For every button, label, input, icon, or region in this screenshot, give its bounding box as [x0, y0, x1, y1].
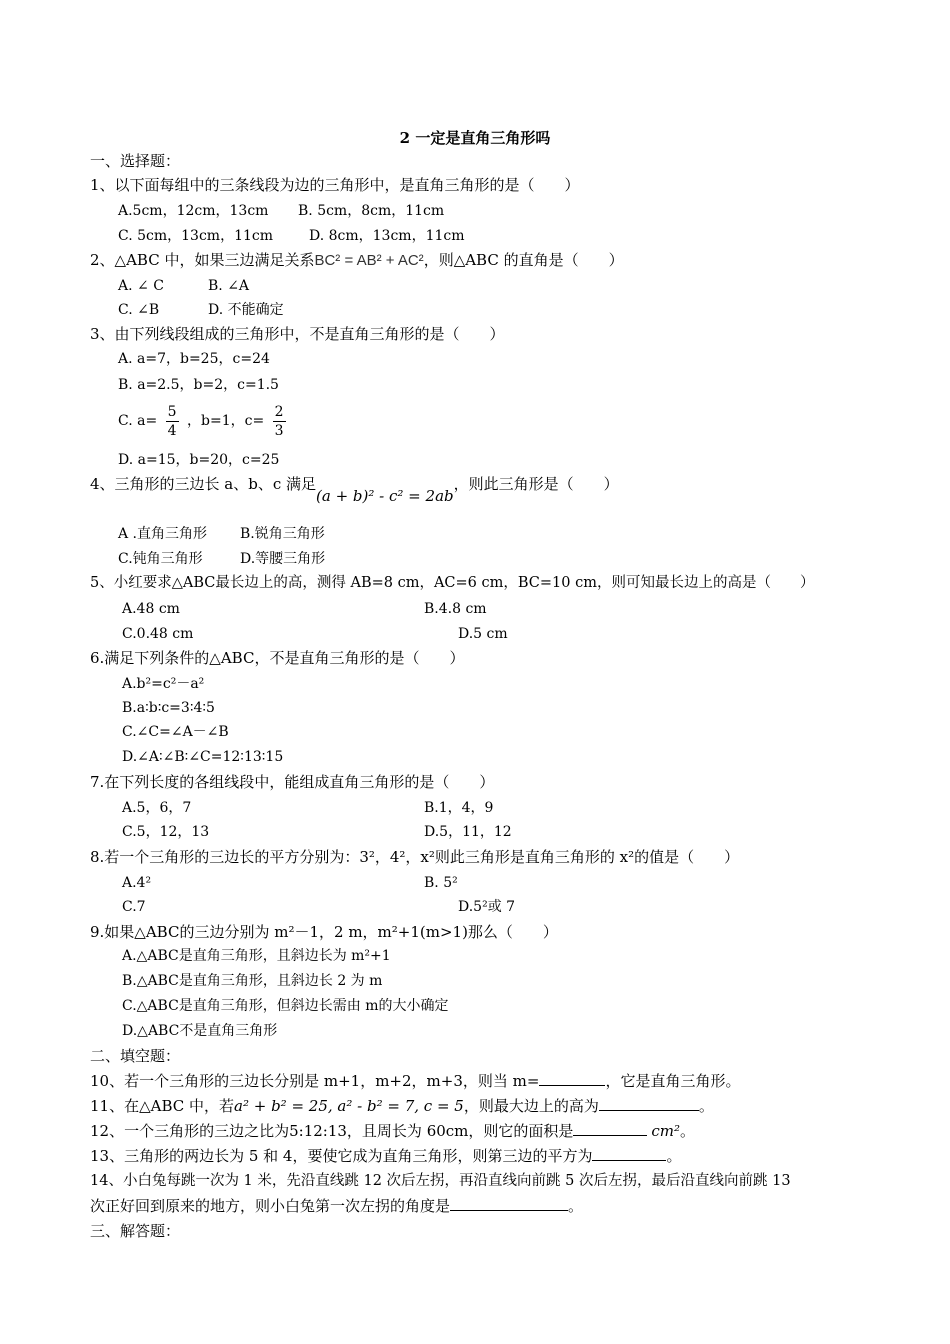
fraction-denominator: 4 [167, 422, 177, 439]
question-11-post: ，则最大边上的高为 [463, 1097, 599, 1115]
question-4-option-c: C.钝角三角形 [118, 551, 203, 567]
question-12 [90, 1121, 695, 1141]
question-6-option-a: A.b²=c²－a² [122, 676, 205, 692]
question-8-option-b: B. 5² [424, 875, 458, 891]
question-10-post: ，它是直角三角形。 [605, 1072, 741, 1090]
question-4-option-a: A .直角三角形 [118, 526, 208, 542]
question-7-option-c: C.5，12，13 [122, 824, 210, 840]
fraction-numerator: 2 [274, 403, 284, 420]
question-12-mid: ，且周长为 60cm，则它的面积是 [346, 1122, 574, 1140]
question-2-stem-pre: 2、△ABC 中，如果三边满足关系 [90, 251, 315, 269]
question-3-option-c-pre: C. a= [118, 413, 158, 429]
question-1-option-b: B. 5cm，8cm，11cm [298, 203, 445, 219]
question-4-option-d: D.等腰三角形 [240, 551, 326, 567]
question-3-option-d: D. a=15，b=20，c=25 [118, 452, 280, 468]
question-2-option-d: D. 不能确定 [208, 302, 284, 318]
question-7-option-b: B.1，4，9 [424, 800, 494, 816]
question-5-option-c: C.0.48 cm [122, 626, 194, 642]
question-12-pre: 12、一个三角形的三边之比为 [90, 1122, 290, 1140]
question-11 [90, 1096, 714, 1116]
page-title: 2 一定是直角三角形吗 [399, 129, 551, 147]
question-11-formula: a² + b² = 25, a² - b² = 7, c = 5 [234, 1097, 464, 1115]
question-5-option-d: D.5 cm [458, 626, 508, 642]
question-3-option-b: B. a=2.5，b=2，c=1.5 [118, 377, 279, 393]
question-5-option-a: A.48 cm [122, 601, 180, 617]
question-2-option-b: B. ∠A [208, 278, 250, 294]
question-6-stem: 6.满足下列条件的△ABC，不是直角三角形的是（ ） [90, 649, 465, 667]
question-9-option-c: C.△ABC是直角三角形，但斜边长需由 m的大小确定 [122, 998, 449, 1014]
fraction-five-fourths [166, 403, 179, 440]
question-5-option-b: B.4.8 cm [424, 601, 487, 617]
question-1-option-d: D. 8cm，13cm，11cm [309, 228, 465, 244]
section-heading-choice: 一、选择题： [90, 152, 181, 170]
question-5-stem: 5、小红要求△ABC最长边上的高，测得 AB=8 cm，AC=6 cm，BC=10 cm，则可知最长边上的高是（ ） [90, 575, 815, 591]
question-2-option-c: C. ∠B [118, 302, 160, 318]
question-4-stem-post: ，则此三角形是（ ） [453, 475, 619, 493]
answer-blank-11[interactable] [599, 1096, 699, 1111]
answer-blank-14[interactable] [450, 1196, 568, 1211]
question-8-option-d: D.5²或 7 [458, 899, 516, 915]
question-13-end: 。 [666, 1147, 682, 1165]
fraction-two-thirds [273, 403, 286, 440]
section-heading-fill: 二、填空题： [90, 1047, 181, 1065]
question-2-stem [90, 250, 624, 271]
question-6-option-b: B.a∶b∶c=3∶4∶5 [122, 700, 215, 716]
question-3-stem: 3、由下列线段组成的三角形中，不是直角三角形的是（ ） [90, 325, 505, 343]
question-12-ratio: 5:12:13 [289, 1122, 347, 1140]
question-11-pre: 11、在△ABC 中，若 [90, 1097, 235, 1115]
section-heading-answer: 三、解答题： [90, 1222, 181, 1240]
question-14-line-2-pre: 次正好回到原来的地方，则小白兔第一次左拐的角度是 [90, 1197, 451, 1215]
question-2-stem-post: ，则△ABC 的直角是（ ） [423, 251, 624, 269]
question-7-option-a: A.5，6，7 [122, 800, 192, 816]
question-7-stem: 7.在下列长度的各组线段中，能组成直角三角形的是（ ） [90, 773, 495, 791]
question-1-option-a: A.5cm，12cm，13cm [118, 203, 269, 219]
question-8-option-a: A.4² [122, 875, 152, 891]
question-9-stem: 9.如果△ABC的三边分别为 m²－1，2 m，m²+1(m>1)那么（ ） [90, 923, 558, 941]
question-14-line-1: 14、小白兔每跳一次为 1 米，先沿直线跳 12 次后左拐，再沿直线向前跳 5 次后左拐，最后沿直线向前跳 13 [90, 1173, 791, 1189]
question-11-end: 。 [698, 1097, 714, 1115]
answer-blank-10[interactable] [539, 1071, 605, 1086]
question-13-pre: 13、三角形的两边长为 5 和 4，要使它成为直角三角形，则第三边的平方为 [90, 1147, 593, 1165]
question-6-option-c: C.∠C=∠A－∠B [122, 724, 229, 740]
question-14-line-2 [90, 1196, 583, 1216]
question-10 [90, 1071, 740, 1091]
question-4-stem [90, 474, 619, 505]
fraction-numerator: 5 [167, 403, 177, 420]
question-2-option-a: A. ∠ C [118, 278, 164, 294]
question-14-line-2-end: 。 [568, 1197, 584, 1215]
question-9-option-b: B.△ABC是直角三角形，且斜边长 2 为 m [122, 973, 383, 989]
question-4-formula: (a + b)² - c² = 2ab [316, 487, 454, 505]
question-1-stem: 1、以下面每组中的三条线段为边的三角形中，是直角三角形的是（ ） [90, 176, 580, 194]
question-6-option-d: D.∠A∶∠B∶∠C=12∶13∶15 [122, 749, 284, 765]
answer-blank-12[interactable] [573, 1121, 647, 1136]
question-8-stem: 8.若一个三角形的三边长的平方分别为：3²，4²，x²则此三角形是直角三角形的 x²的值是（ ） [90, 848, 740, 866]
question-9-option-d: D.△ABC不是直角三角形 [122, 1023, 278, 1039]
question-3-option-c [118, 402, 290, 440]
answer-blank-13[interactable] [592, 1146, 666, 1161]
fraction-denominator: 3 [274, 422, 284, 439]
question-13 [90, 1146, 682, 1166]
question-1-option-c: C. 5cm，13cm，11cm [118, 228, 273, 244]
question-4-option-b: B.锐角三角形 [240, 526, 325, 542]
question-3-option-a: A. a=7，b=25，c=24 [118, 351, 270, 367]
question-8-option-c: C.7 [122, 899, 146, 915]
question-4-stem-pre: 4、三角形的三边长 a、b、c 满足 [90, 475, 317, 493]
question-2-formula: BC² = AB² + AC² [314, 252, 424, 269]
question-12-unit: cm² [651, 1122, 681, 1140]
question-10-pre: 10、若一个三角形的三边长分别是 m+1，m+2，m+3，则当 m= [90, 1072, 540, 1090]
question-7-option-d: D.5，11，12 [424, 824, 512, 840]
question-3-option-c-mid: ，b=1，c= [187, 413, 265, 429]
question-12-end: 。 [680, 1122, 696, 1140]
question-9-option-a: A.△ABC是直角三角形，且斜边长为 m²+1 [122, 948, 391, 964]
